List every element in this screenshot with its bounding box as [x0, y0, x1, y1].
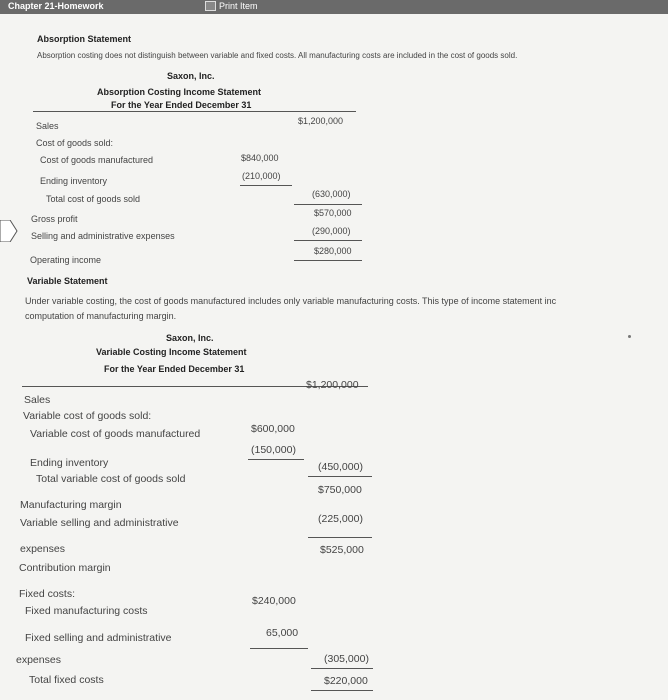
var-fixed-mfg-value: $240,000: [252, 595, 296, 607]
print-icon: [205, 1, 216, 11]
abs-ending-inventory-value: (210,000): [242, 171, 281, 181]
abs-sales-label: Sales: [36, 121, 59, 131]
abs-gross-profit-value: $570,000: [314, 208, 352, 218]
var-ending-inventory-value: (150,000): [251, 444, 296, 456]
abs-cogs-rule: [294, 204, 362, 205]
var-fixed-costs-label: Fixed costs:: [19, 588, 76, 600]
abs-total-cogs-value: (630,000): [312, 189, 351, 199]
abs-operating-income-rule: [294, 260, 362, 261]
var-vcogs-label: Variable cost of goods sold:: [23, 410, 152, 422]
var-vsga-rule: [308, 537, 372, 538]
abs-operating-income-label: Operating income: [30, 255, 102, 265]
absorption-company: Saxon, Inc.: [167, 71, 215, 81]
abs-total-cogs-label: Total cost of goods sold: [46, 194, 141, 204]
variable-company: Saxon, Inc.: [166, 333, 214, 343]
var-ending-inventory-label: Ending inventory: [30, 457, 109, 469]
print-item-button[interactable]: [205, 0, 258, 12]
title-bar: [0, 0, 668, 14]
variable-description-line2: computation of manufacturing margin.: [25, 311, 177, 321]
var-total-fixed-value: (305,000): [324, 653, 369, 665]
var-total-vcogs-label: Total variable cost of goods sold: [36, 473, 186, 485]
abs-cogm-label: Cost of goods manufactured: [40, 155, 154, 165]
abs-operating-income-value: $280,000: [314, 246, 352, 256]
var-vsga-value: (225,000): [318, 513, 363, 525]
var-total-fixed-label: Total fixed costs: [29, 674, 104, 686]
var-vcogm-value: $600,000: [251, 423, 295, 435]
var-total-vcogs-value: (450,000): [318, 461, 363, 473]
abs-ending-inventory-label: Ending inventory: [40, 176, 108, 186]
var-vsga-label-line1: Variable selling and administrative: [20, 517, 179, 529]
var-fixed-mfg-label: Fixed manufacturing costs: [25, 605, 148, 617]
var-manufacturing-margin-value: $750,000: [318, 484, 362, 496]
abs-sga-label: Selling and administrative expenses: [31, 231, 175, 241]
marker-dot: [628, 335, 631, 338]
var-fixed-rule: [311, 668, 373, 669]
absorption-period: For the Year Ended December 31: [111, 100, 252, 110]
document-area: [0, 14, 668, 700]
absorption-title: Absorption Costing Income Statement: [97, 87, 262, 97]
abs-sga-value: (290,000): [312, 226, 351, 236]
var-col1-rule: [248, 459, 304, 460]
abs-cogs-label: Cost of goods sold:: [36, 138, 114, 148]
variable-period: For the Year Ended December 31: [104, 364, 245, 374]
window-title: Chapter 21-Homework: [8, 1, 104, 11]
absorption-description: Absorption costing does not distinguish between variable and fixed costs. All manufacturing costs are included in the cost of goods sold.: [37, 51, 518, 60]
abs-cogm-value: $840,000: [241, 153, 279, 163]
variable-heading: Variable Statement: [27, 276, 108, 286]
var-vcogm-label: Variable cost of goods manufactured: [30, 428, 201, 440]
var-fixed-sga-label-line2: expenses: [16, 654, 61, 666]
var-contribution-margin-value: $525,000: [320, 544, 364, 556]
var-fixed-sga-value: 65,000: [266, 627, 299, 639]
var-fixed-sga-label-line1: Fixed selling and administrative: [25, 632, 172, 644]
print-item-label: Print Item: [219, 1, 258, 11]
var-sales-label: Sales: [24, 394, 51, 406]
abs-sales-value: $1,200,000: [298, 116, 344, 126]
absorption-header-rule: [33, 111, 356, 112]
abs-col1-rule: [240, 185, 292, 186]
var-contribution-margin-label: Contribution margin: [19, 562, 111, 574]
var-vcogs-rule: [308, 476, 372, 477]
var-sales-value: $1,200,000: [306, 379, 359, 391]
absorption-heading: Absorption Statement: [37, 34, 132, 44]
var-manufacturing-margin-label: Manufacturing margin: [20, 499, 122, 511]
var-vsga-label-line2: expenses: [20, 543, 65, 555]
var-operating-income-rule: [311, 690, 373, 691]
abs-sga-rule: [294, 240, 362, 241]
chevron-right-icon[interactable]: [0, 220, 18, 242]
abs-gross-profit-label: Gross profit: [31, 214, 78, 224]
var-fixed-col1-rule: [250, 648, 308, 649]
variable-description-line1: Under variable costing, the cost of goods manufactured includes only variable manufacturing costs. This type of income statement inc: [25, 296, 557, 306]
variable-title: Variable Costing Income Statement: [96, 347, 247, 357]
var-operating-income-value: $220,000: [324, 675, 368, 687]
